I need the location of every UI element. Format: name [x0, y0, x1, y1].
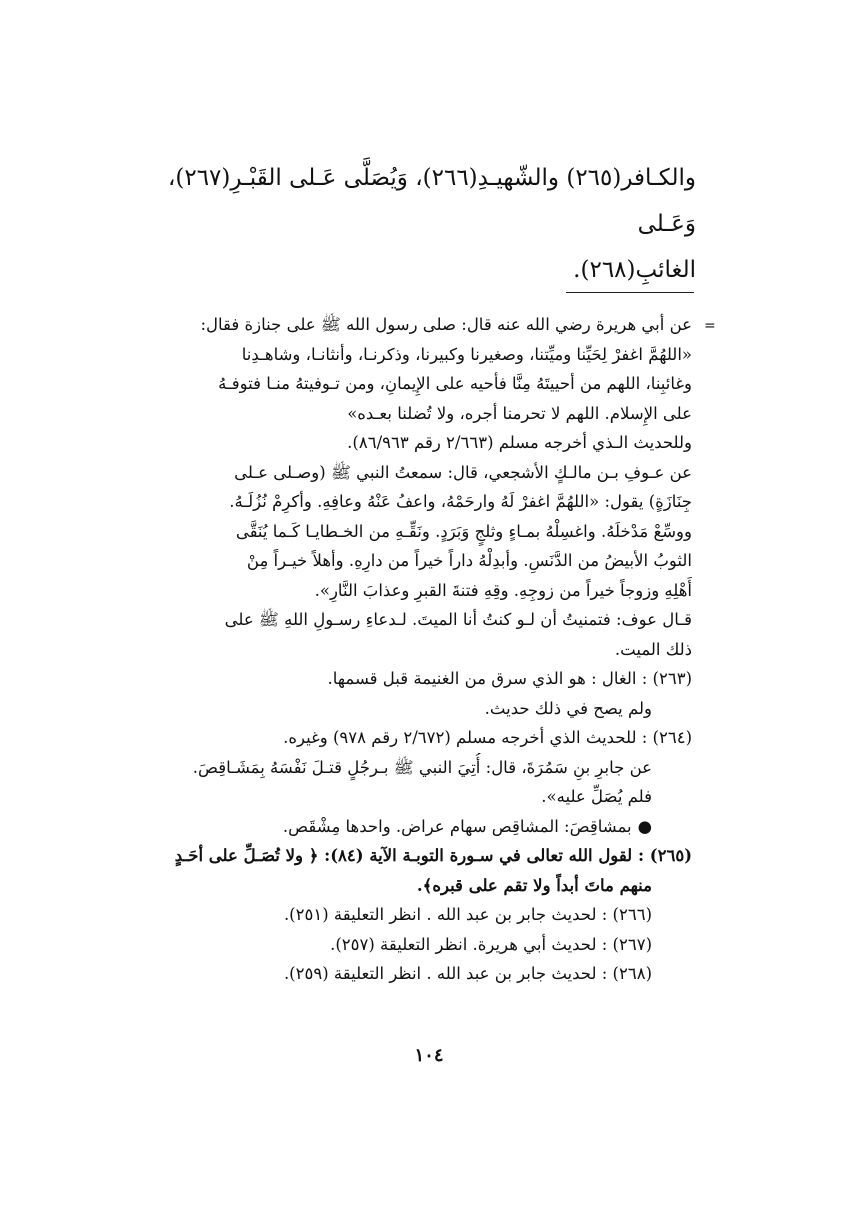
- commentary-line: ذلك الميت.: [614, 639, 692, 659]
- footnote-264: [162, 723, 692, 841]
- main-text: [160, 155, 696, 293]
- footnotes-section: [162, 310, 692, 989]
- commentary-line: على الإِسلام. اللهم لا تحرمنا أجره، ولا تُضلنا بعـده»: [347, 403, 692, 423]
- footnote-line: ولم يصح في ذلك حديث.: [484, 698, 652, 718]
- footnote-line: منهم ماتَ أبداً ولا تقم على قبره﴾.: [416, 875, 652, 895]
- commentary-line: الثوبُ الأبيضُ من الدَّنَسِ. وأبدِلْهُ داراً خيراً من دارِهِ. وأهلاً خيـراً مِنْ: [246, 551, 692, 570]
- continuation-marker: =: [704, 318, 716, 334]
- footnote-line: عن جابرِ بنِ سَمُرَةَ، قال: أُتِيَ النبي ﷺ بـرجُلٍ قتـلَ نَفْسَهُ بِمَشَـاقِصَ.: [192, 757, 652, 777]
- commentary-block: [162, 310, 692, 664]
- commentary-line: وللحديث الـذي أخرجه مسلم (٢/٦٦٣ رقم ٨٦/٩٦٣).: [347, 433, 692, 452]
- commentary-line: وغائبِنا، اللهم من أحييتَهُ مِنَّا فأحيه على الإِيمانِ، ومن تـوفيتهُ منـا فتوفـهُ: [218, 374, 692, 393]
- footnote-line: (٢٦٣) : الغال : هو الذي سرق من الغنيمة قبل قسمها.: [327, 669, 692, 688]
- footnote-267: (٢٦٧) : لحديث أبي هريرة. انظر التعليقة (٢٥٧).: [330, 934, 652, 954]
- footnote-265: [162, 841, 692, 900]
- commentary-line: قـال عوف: فتمنيتُ أن لـو كنتُ أنا الميتَ. لـدعاءِ رسـولِ اللهِ ﷺ على: [224, 610, 692, 629]
- footnote-separator: [566, 292, 694, 293]
- commentary-line: جِنَازَةٍ) يقول: «اللهُمَّ اغفرْ لَهُ وارحَمْهُ، واعفُ عَنْهُ وعافِهِ. وأكرِمْ نُزُلَـهُ.: [229, 492, 692, 511]
- commentary-line: عن أبي هريرة رضي الله عنه قال: صلى رسول الله ﷺ على جنازة فقال:: [200, 315, 692, 334]
- footnote-line: فلم يُصَلِّ عليه».: [541, 787, 652, 806]
- main-text-line-1: والكـافر(٢٦٥) والشّهيـدِ(٢٦٦)، وَيُصَلَّى عَـلى القَبْـرِ(٢٦٧)، وَعَـلى: [167, 165, 696, 237]
- commentary-line: أَهْلِهِ وزوجاً خيراً من زوجِهِ. وقِهِ فتنةَ القبرِ وعذابَ النَّارِ».: [314, 580, 692, 600]
- footnote-line: (٢٦٥) : لقول الله تعالى في سـورة التوبـة الآية (٨٤): ﴿ ولا تُصَـلِّ على أحَـدٍ: [174, 846, 692, 865]
- footnote-266: (٢٦٦) : لحديث جابر بن عبد الله . انظر التعليقة (٢٥١).: [283, 905, 652, 924]
- commentary-line: ووسِّعْ مَدْخلَهُ. واغسِلْهُ بمـاءٍ وثلجٍ وَبَرَدٍ. ونَقِّـهِ من الخـطايـا كَـما يُنَقَّى: [235, 521, 692, 541]
- commentary-line: عن عـوفِ بـن مالـكٍ الأشجعي، قال: سمعتُ النبي ﷺ (وصـلى عـلى: [234, 462, 692, 482]
- commentary-line: «اللهُمَّ اغفرْ لِحَيِّنا وميِّتنا، وصغيرنا وكبيرنا، وذكرنـا، وأنثانـا، وشاهـدِنا: [241, 344, 692, 364]
- footnote-line: ● بمشاقِصَ: المشاقِص سهام عراض. واحدها مِشْقَص.: [162, 812, 692, 842]
- footnote-line: (٢٦٤) : للحديث الذي أخرجه مسلم (٢/٦٧٢ رقم ٩٧٨) وغيره.: [283, 728, 692, 747]
- footnote-263: [162, 664, 692, 723]
- footnote-268: (٢٦٨) : لحديث جابر بن عبد الله . انظر التعليقة (٢٥٩).: [283, 964, 652, 983]
- main-text-line-2: الغائبِ(٢٦٨).: [573, 257, 696, 283]
- page-number: ١٠٤: [414, 1045, 444, 1066]
